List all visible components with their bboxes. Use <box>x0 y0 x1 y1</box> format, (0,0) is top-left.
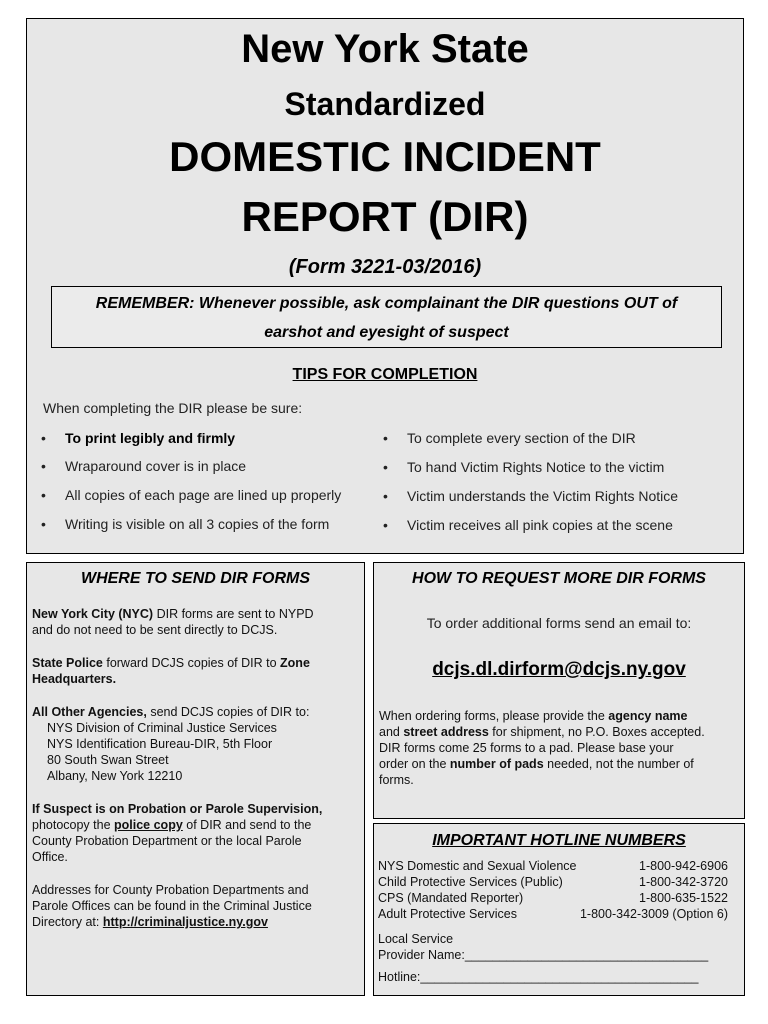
request-title: HOW TO REQUEST MORE DIR FORMS <box>412 570 706 587</box>
send-forms-panel <box>26 562 365 996</box>
nyc-paragraph: New York City (NYC) DIR forms are sent to NYPD and do not need to be sent directly to DCJS. <box>32 607 314 637</box>
ordering-instructions: When ordering forms, please provide the agency name and street address for shipment, no P.O. Boxes accepted. DIR forms come 25 forms to a pad. Please base your order on the number of pads needed, not the number of forms. <box>379 709 705 787</box>
criminal-justice-link[interactable]: http://criminaljustice.ny.gov <box>102 915 268 929</box>
remember-line-1: REMEMBER: Whenever possible, ask complainant the DIR questions OUT of <box>95 295 678 312</box>
title-state: New York State <box>241 27 529 71</box>
hotline-number: 1-800-942-6906 <box>639 859 728 873</box>
hotline-row <box>378 858 728 874</box>
header-panel: New York State Standardized DOMESTIC INCIDENT REPORT (DIR) (Form 3221-03/2016) REMEMBER: Whenever possible, ask complainant the DIR questions OUT of earshot and eyesight of suspect TIPS FOR COMPLETION When completing the DIR please be sure: • To print legibly and firmly • Wraparound cover is in place • All copies of each page are lined up properly • Writing is visible on all 3 copies of the form • To complete every section of the DIR • To hand Victim Rights Notice to the victim • Victim understands the Victim Rights Notice • Victim receives all pink copies at the scene <box>26 18 744 554</box>
hotline-row <box>378 906 728 922</box>
bullet-icon: • <box>383 488 388 504</box>
state-police-paragraph: State Police forward DCJS copies of DIR to Zone Headquarters. <box>32 656 310 686</box>
title-standardized: Standardized <box>284 86 486 122</box>
remember-line-2: earshot and eyesight of suspect <box>264 324 509 341</box>
bullet-icon: • <box>41 430 46 446</box>
hotline-name: CPS (Mandated Reporter) <box>378 891 524 905</box>
hotline-number: 1-800-342-3009 (Option 6) <box>579 907 728 921</box>
bullet-icon: • <box>41 487 46 503</box>
bullet-icon: • <box>383 459 388 475</box>
bullet-icon: • <box>41 458 46 474</box>
other-agencies-paragraph: All Other Agencies, send DCJS copies of DIR to: NYS Division of Criminal Justice Services NYS Identification Bureau-DIR, 5th Floor 80 South Swan Street Albany, New York 12210 <box>32 704 357 784</box>
local-service-label: Local Service <box>378 932 454 946</box>
address-line: NYS Identification Bureau-DIR, 5th Floor <box>47 737 273 751</box>
hotline-panel <box>373 823 745 996</box>
hotline-name: Child Protective Services (Public) <box>378 875 563 889</box>
hotline-field[interactable]: Hotline:________________________________________ <box>378 970 699 984</box>
request-forms-panel <box>373 562 745 819</box>
address-line: 80 South Swan Street <box>47 753 169 767</box>
title-report: REPORT (DIR) <box>241 193 529 240</box>
probation-paragraph: If Suspect is on Probation or Parole Supervision, photocopy the police copy of DIR and send to the County Probation Department or the local Parole Office. <box>32 802 323 864</box>
tips-title: TIPS FOR COMPLETION <box>292 366 478 383</box>
email-link[interactable]: dcjs.dl.dirform@dcjs.ny.gov <box>432 659 686 680</box>
addresses-paragraph: Addresses for County Probation Departments and Parole Offices can be found in the Criminal Justice Directory at: http://criminaljustice.ny.gov <box>32 883 312 929</box>
address-line: NYS Division of Criminal Justice Services <box>47 721 277 735</box>
remember-notice <box>51 286 722 348</box>
bullet-icon: • <box>41 516 46 532</box>
request-intro: To order additional forms send an email to: <box>426 615 692 631</box>
hotline-row <box>378 874 728 890</box>
form-number: (Form 3221-03/2016) <box>288 256 482 278</box>
send-title: WHERE TO SEND DIR FORMS <box>80 570 311 587</box>
hotline-name: NYS Domestic and Sexual Violence <box>378 859 577 873</box>
address-line: Albany, New York 12210 <box>47 769 183 783</box>
hotline-name: Adult Protective Services <box>378 907 517 921</box>
hotline-number: 1-800-342-3720 <box>639 875 728 889</box>
hotline-number: 1-800-635-1522 <box>639 891 728 905</box>
police-copy-link: police copy <box>114 818 183 832</box>
title-domestic-incident: DOMESTIC INCIDENT <box>169 133 601 180</box>
bullet-icon: • <box>383 430 388 446</box>
hotline-title: IMPORTANT HOTLINE NUMBERS <box>432 832 686 849</box>
tips-intro: When completing the DIR please be sure: <box>43 400 303 416</box>
bullet-icon: • <box>383 517 388 533</box>
hotline-row <box>378 890 728 906</box>
provider-name-field[interactable]: Provider Name:___________________________________ <box>378 948 709 962</box>
